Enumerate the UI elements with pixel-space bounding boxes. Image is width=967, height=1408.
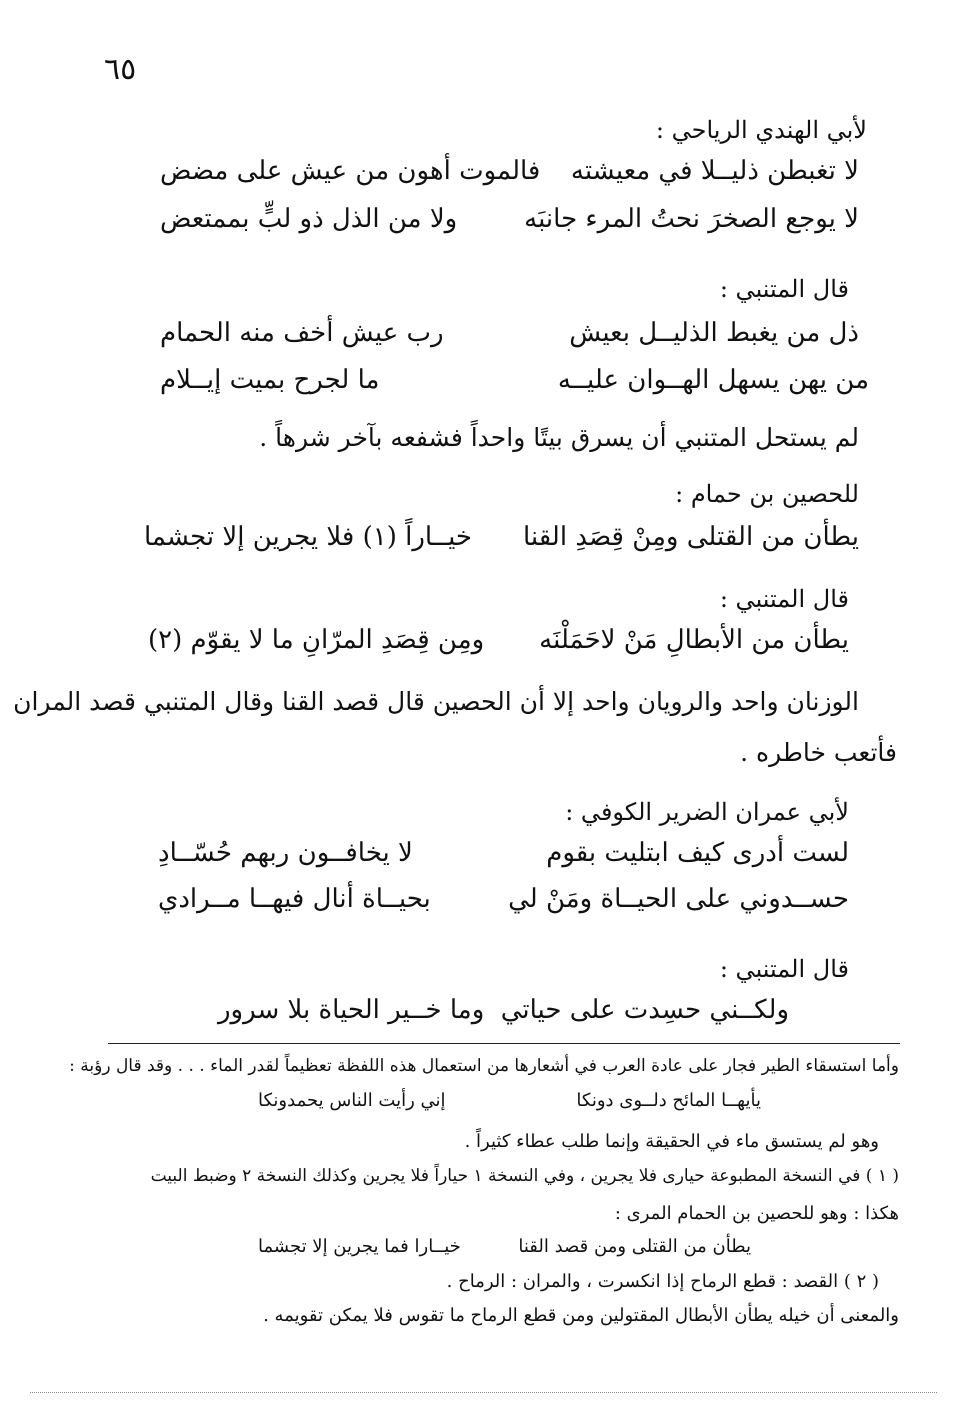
poet-heading: لأبي الهندي الرياحي :: [655, 116, 867, 144]
prose-line: لم يستحل المتنبي أن يسرق بيتًا واحداً فشفعه بآخر شرهاً .: [259, 423, 859, 452]
poet-heading: قال المتنبي :: [719, 955, 849, 983]
poet-heading: قال المتنبي :: [719, 275, 849, 303]
verse-hemistich-right: حســدوني على الحيــاة ومَنْ لي: [508, 884, 849, 914]
poet-heading: للحصين بن حمام :: [675, 480, 859, 508]
footnote-line: هكذا : وهو للحصين بن الحمام المرى :: [614, 1203, 899, 1224]
verse-hemistich-right: لا يوجع الصخرَ نحتُ المرء جانبَه: [524, 204, 859, 234]
verse-hemistich-left: لا يخافــون ربهم حُسّــادِ: [158, 838, 413, 868]
footnote-line: وأما استسقاء الطير فجار على عادة العرب في أشعارها من استعمال هذه اللفظة تعظيماً لقدر الماء . . . وقد قال رؤبة :: [69, 1056, 899, 1076]
verse-hemistich-right: من يهن يسهل الهــوان عليــه: [557, 365, 869, 395]
verse-hemistich-right: لا تغبطن ذليــلا في معيشته: [570, 156, 859, 186]
verse-hemistich-right: يطأن من الأبطالِ مَنْ لاحَمَلْنَه: [539, 625, 849, 655]
prose-line: الوزنان واحد والرويان واحد إلا أن الحصين قال قصد القنا وقال المتنبي قصد المران: [13, 687, 859, 716]
footnote-verse-right: يأيهــا المائح دلــوى دونكا: [576, 1090, 761, 1111]
verse-hemistich-left: ولا من الذل ذو لبٍّ بممتعض: [160, 204, 458, 234]
footnote-line: ( ١ ) في النسخة المطبوعة حيارى فلا يجرين ، وفي النسخة ١ حياراً فلا يجرين وكذلك النسخة ٢ وضبط البيت: [150, 1166, 899, 1186]
footnote-verse-right: يطأن من القتلى ومن قصد القنا: [518, 1236, 751, 1257]
poet-heading: لأبي عمران الضرير الكوفي :: [565, 798, 849, 826]
verse-hemistich-left: فالموت أهون من عيش على مضض: [160, 156, 541, 186]
page-bottom-edge: [30, 1392, 937, 1393]
footnote-line: وهو لم يستسق ماء في الحقيقة وإنما طلب عطاء كثيراً .: [464, 1131, 879, 1152]
verse-hemistich-left: ما لجرح بميت إيــلام: [160, 365, 380, 395]
verse-hemistich-left: وما خــير الحياة بلا سرور: [218, 995, 485, 1025]
footnote-line: والمعنى أن خيله يطأن الأبطال المقتولين ومن قطع الرماح ما تقوس فلا يمكن تقويمه .: [263, 1305, 899, 1326]
verse-hemistich-right: ذل من يغبط الذليــل بعيش: [569, 318, 859, 348]
verse-hemistich-left: ومِن قِصَدِ المرّانِ ما لا يقوّم (٢): [148, 625, 485, 655]
verse-hemistich-left: خيــاراً (١) فلا يجرين إلا تجشما: [144, 522, 472, 552]
prose-line: فأتعب خاطره .: [740, 738, 897, 767]
verse-hemistich-left: رب عيش أخف منه الحمام: [160, 318, 444, 348]
poet-heading: قال المتنبي :: [719, 585, 849, 613]
footnote-divider: [108, 1043, 900, 1044]
footnote-verse-left: خيــارا فما يجرين إلا تجشما: [258, 1236, 461, 1257]
footnote-line: ( ٢ ) القصد : قطع الرماح إذا انكسرت ، والمران : الرماح .: [446, 1271, 879, 1292]
verse-hemistich-right: ولكــني حسِدت على حياتي: [500, 995, 789, 1025]
verse-hemistich-right: يطأن من القتلى ومِنْ قِصَدِ القنا: [522, 522, 859, 552]
verse-hemistich-left: بحيــاة أنال فيهــا مــرادي: [158, 884, 431, 914]
footnote-verse-left: إني رأيت الناس يحمدونكا: [258, 1090, 446, 1111]
page-number: ٦٥: [104, 52, 137, 87]
verse-hemistich-right: لست أدرى كيف ابتليت بقوم: [546, 838, 849, 868]
